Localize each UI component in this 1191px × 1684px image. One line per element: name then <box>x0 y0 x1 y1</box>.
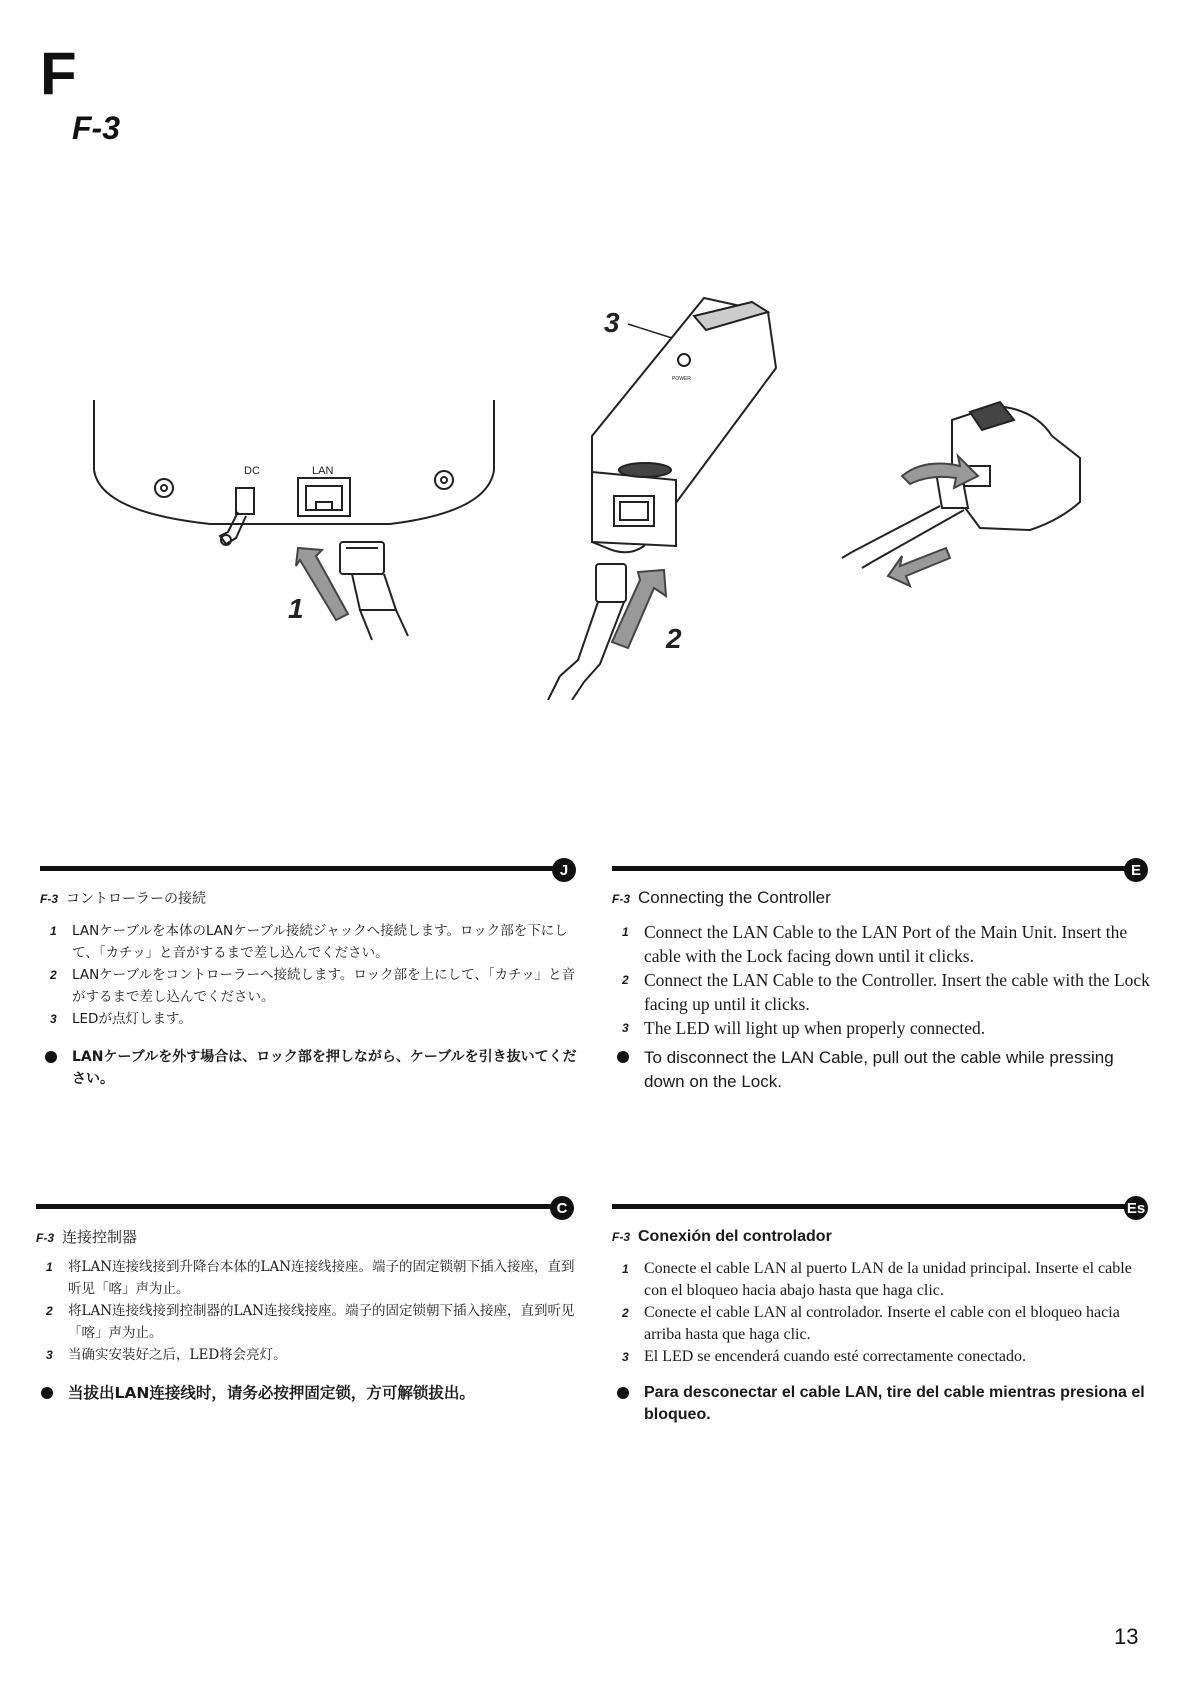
callout-3: 3 <box>604 307 620 338</box>
step-item <box>40 1008 580 1030</box>
step-text: 将LAN连接线接到升降台本体的LAN连接线接座。端子的固定锁朝下插入接座，直到听见「喀」声为止。 <box>68 1259 575 1297</box>
step-number: 2 <box>50 968 57 982</box>
section-divider <box>40 866 560 871</box>
step-text: El LED se encenderá cuando esté correctamente conectado. <box>644 1348 1027 1365</box>
step-text: Conecte el cable LAN al controlador. Inserte el cable con el bloqueo hacia arriba hasta que haga clic. <box>644 1304 1120 1343</box>
step-item <box>36 1256 576 1300</box>
title-text: Conexión del controlador <box>638 1228 832 1245</box>
step-list <box>40 920 580 1030</box>
section-title <box>40 888 206 908</box>
note <box>40 1046 580 1090</box>
step-list <box>36 1256 576 1366</box>
section-title <box>612 888 831 908</box>
language-badge-j: J <box>552 858 576 882</box>
step-item <box>612 1258 1152 1302</box>
note-text: Para desconectar el cable LAN, tire del cable mientras presiona el bloqueo. <box>644 1384 1145 1423</box>
step-item <box>36 1300 576 1344</box>
step-number: 2 <box>46 1304 53 1318</box>
page-number: 13 <box>1114 1624 1139 1649</box>
section-divider <box>612 866 1134 871</box>
step-item <box>40 920 580 964</box>
note-text: LANケーブルを外す場合は、ロック部を押しながら、ケーブルを引き抜いてください。 <box>72 1049 577 1087</box>
step-text: 当确实安装好之后，LED将会亮灯。 <box>68 1347 287 1363</box>
step-text: LEDが点灯します。 <box>72 1011 192 1027</box>
step-item <box>612 1016 1152 1040</box>
step-text: Connect the LAN Cable to the Controller. Insert the cable with the Lock facing up until it clicks. <box>644 970 1150 1014</box>
step-item <box>612 968 1152 1016</box>
step-text: The LED will light up when properly connected. <box>644 1018 986 1038</box>
title-text: コントローラーの接続 <box>66 891 206 907</box>
step-number: 3 <box>622 1350 629 1364</box>
section-title <box>612 1228 832 1246</box>
power-led-label: POWER <box>672 376 691 382</box>
title-text: 连接控制器 <box>62 1228 138 1246</box>
step-number: 2 <box>622 973 629 987</box>
section-letter: F <box>40 40 77 107</box>
step-text: Conecte el cable LAN al puerto LAN de la unidad principal. Inserte el cable con el bloqueo hacia abajo hasta que haga clic. <box>644 1260 1132 1299</box>
note <box>612 1382 1152 1426</box>
step-number: 3 <box>50 1012 57 1026</box>
dc-port-label: DC <box>244 465 260 477</box>
controller-drawing <box>548 298 776 700</box>
section-title <box>36 1226 137 1247</box>
section-divider <box>36 1204 558 1209</box>
step-item <box>36 1344 576 1366</box>
language-badge-e: E <box>1124 858 1148 882</box>
title-code: F-3 <box>612 892 630 906</box>
title-code: F-3 <box>36 1231 54 1245</box>
step-item <box>612 1346 1152 1368</box>
step-text: LANケーブルを本体のLANケーブル接続ジャックへ接続します。ロック部を下にして、「カチッ」と音がするまで差し込んでください。 <box>72 923 568 961</box>
title-code: F-3 <box>40 892 58 906</box>
language-badge-c: C <box>550 1196 574 1220</box>
step-number: 3 <box>622 1021 629 1035</box>
step-text: Connect the LAN Cable to the LAN Port of the Main Unit. Insert the cable with the Lock facing down until it clicks. <box>644 922 1128 966</box>
title-text: Connecting the Controller <box>638 888 831 907</box>
step-code-heading: F-3 <box>72 110 120 146</box>
step-number: 2 <box>622 1306 629 1320</box>
step-list <box>612 920 1152 1040</box>
title-code: F-3 <box>612 1230 630 1244</box>
step-text: LANケーブルをコントローラーへ接続します。ロック部を上にして、「カチッ」と音がするまで差し込んでください。 <box>72 967 576 1005</box>
connection-illustration <box>0 280 1191 700</box>
bullet-icon <box>41 1387 53 1399</box>
note <box>36 1382 475 1404</box>
step-number: 1 <box>622 1262 629 1276</box>
step-list <box>612 1258 1152 1368</box>
step-number: 3 <box>46 1348 53 1362</box>
section-divider <box>612 1204 1134 1209</box>
lan-port-label: LAN <box>312 465 334 477</box>
language-badge-es: Es <box>1124 1196 1148 1220</box>
bullet-icon <box>617 1387 629 1399</box>
step-text: 将LAN连接线接到控制器的LAN连接线接座。端子的固定锁朝下插入接座，直到听见「喀」声为止。 <box>68 1303 575 1341</box>
step-item <box>40 964 580 1008</box>
bullet-icon <box>45 1051 57 1063</box>
bullet-icon <box>617 1051 629 1063</box>
callout-1: 1 <box>288 593 304 624</box>
step-number: 1 <box>622 925 629 939</box>
note-text: 当拔出LAN连接线时，请务必按押固定锁，方可解锁拔出。 <box>68 1384 475 1402</box>
step-item <box>612 920 1152 968</box>
step-item <box>612 1302 1152 1346</box>
note-text: To disconnect the LAN Cable, pull out the cable while pressing down on the Lock. <box>644 1048 1114 1091</box>
step-number: 1 <box>50 924 57 938</box>
note <box>612 1046 1152 1094</box>
step-number: 1 <box>46 1260 53 1274</box>
callout-2: 2 <box>666 623 682 654</box>
